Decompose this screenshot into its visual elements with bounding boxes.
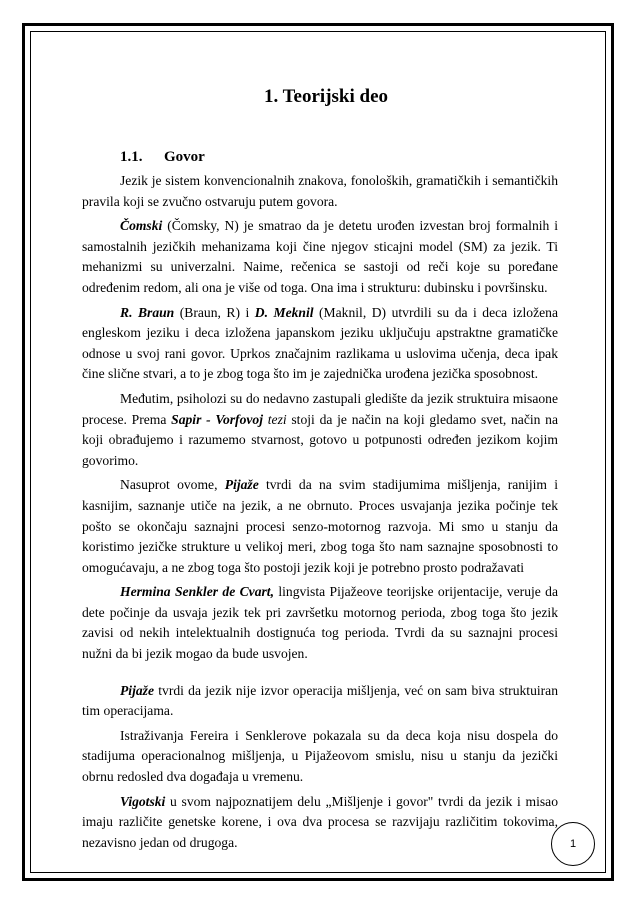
- author-name: Hermina Senkler de Cvart,: [120, 584, 274, 600]
- author-name: Pijaže: [224, 477, 259, 493]
- paragraph-6: Hermina Senkler de Cvart, lingvista Pijažeove teorijske orijentacije, veruje da dete počinje da usvaja jezik tek pri završetku motornog perioda, zbog toga što jezik zavisi od nekih intelektualnih dostignuća tog perioda. Tvrdi da su saznajni procesi nužni da bi jezik mogao da bude usvojen.: [82, 584, 558, 662]
- author-name: D. Meknil: [254, 304, 314, 320]
- author-name: R. Braun: [120, 304, 175, 320]
- chapter-heading: 1. Teorijski deo: [263, 86, 389, 107]
- author-name: Čomski: [120, 218, 163, 234]
- paragraph-7: Pijaže tvrdi da jezik nije izvor operacija mišljenja, već on sam biva struktuiran tim operacijama.: [82, 682, 558, 719]
- author-name: Pijaže: [120, 682, 154, 698]
- paragraph-8: Istraživanja Fereira i Senklerove pokazala su da deca koja nisu dospela do stadijuma operacionalnog mišljenja, u Pijažeovom smislu, nisu u stanju da jezički obrnu redosled dva događaja u vremenu.: [82, 727, 558, 785]
- paragraph-2: Čomski (Čomsky, N) je smatrao da je detetu urođen izvestan broj formalnih i samostalnih jezičkih mehanizama koji čine njegov sticajni model (SM) za jezik. Ti mehanizmi su univerzalni. Naime, rečenica se sastoji od reči koje su poređane određenim redom, ali ona je više od toga. Ona ima i strukturu: dubinsku i površinsku.: [82, 218, 558, 295]
- section-heading: [82, 147, 558, 167]
- paragraph-4: Međutim, psiholozi su do nedavno zastupali gledište da jezik struktuira misaone procese. Prema Sapir - Vorfovoj tezi stoji da je način na koji gledamo svet, način na koji obrađujemo i razumemo stvarnost, gotovo u potpunosti određen jezikom kojim govorimo.: [82, 390, 559, 468]
- author-name: Sapir - Vorfovoj: [171, 411, 263, 427]
- section-number: 1.1.: [120, 149, 143, 165]
- section-title: Govor: [164, 149, 205, 165]
- author-name: Vigotski: [120, 793, 166, 809]
- document-body: [82, 84, 558, 853]
- paragraph-5: Nasuprot ovome, Pijaže tvrdi da na svim stadijumima mišljenja, ranijim i kasnijim, saznanje utiče na jezik, a ne obrnuto. Proces usvajanja jezika počinje tek pošto se okončaju saznajni procesi senzo-motornog razvoja. Mi smo u stanju da koristimo jezičke strukture u velikoj meri, zbog toga što nam saznajne sposobnosti to omogućavaju, a ne zbog toga što postoji jezik koji je potrebno prosto podražavati: [82, 477, 559, 575]
- paragraph-3: R. Braun (Braun, R) i D. Meknil (Maknil, D) utvrdili su da i deca izložena engleskom jeziku i deca izložena japanskom jeziku uključuju apstraktne gramatičke odnose u svoj rani govor. Uprkos značajnim razlikama u uslovima učenja, deca ipak čine slične stvari, a to je zbog toga što im je zajednička urođena jezička sposobnost.: [82, 304, 558, 382]
- page-number: 1: [551, 822, 595, 866]
- paragraph-9: Vigotski u svom najpoznatijem delu „Mišljenje i govor" tvrdi da jezik i misao imaju različite genetske korene, i ova dva procesa se razvijaju različitim tokovima, nezavisno jedan od drugoga.: [82, 793, 558, 850]
- paragraph-1: Jezik je sistem konvencionalnih znakova, fonoloških, gramatičkih i semantičkih pravila koji se zvučno ostvaruju putem govora.: [82, 173, 558, 209]
